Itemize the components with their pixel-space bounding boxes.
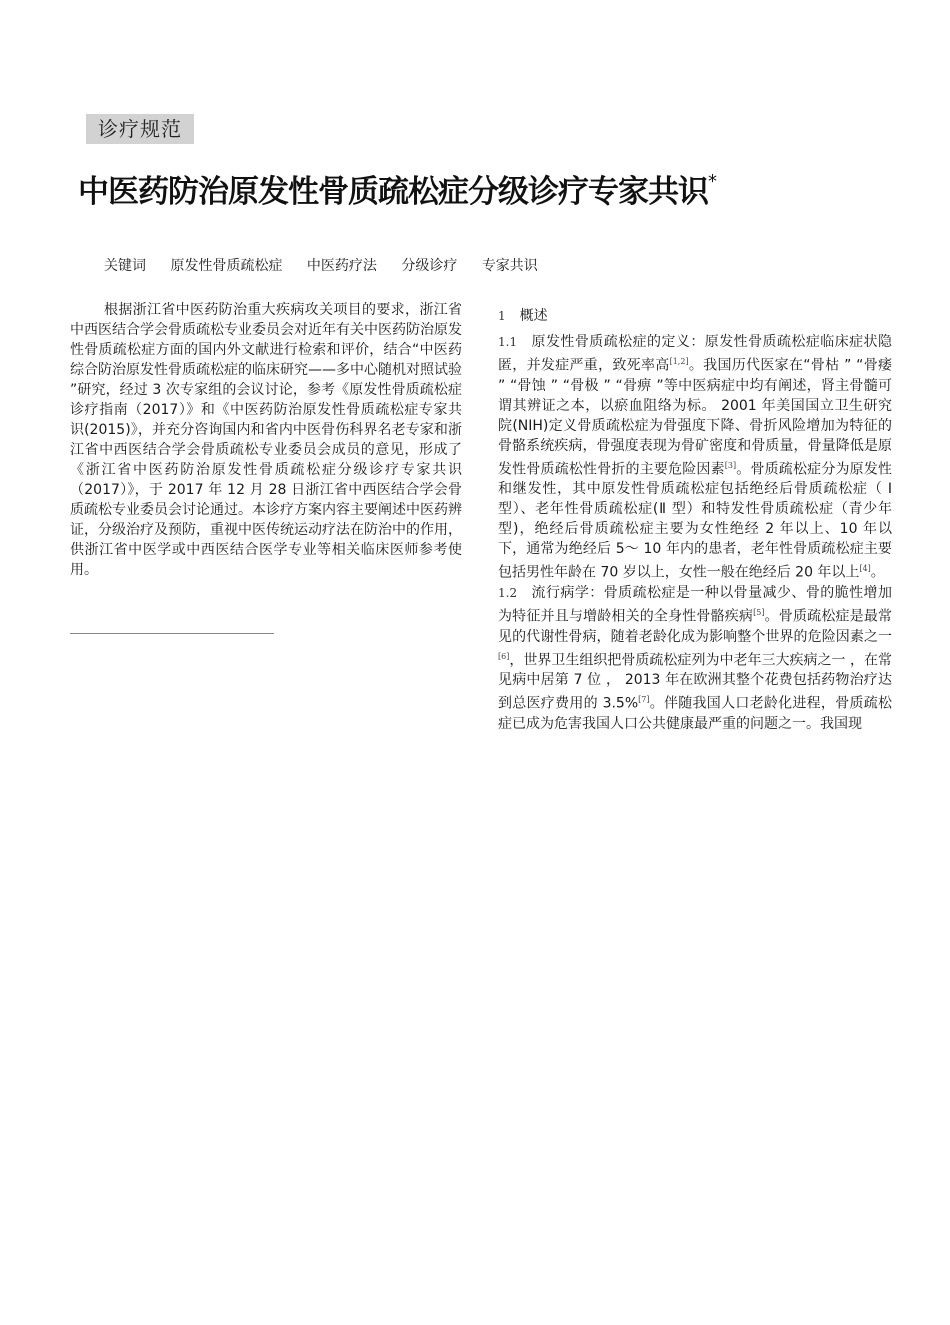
paragraph-text: 。骨质疏松症分为原发性和继发性，其中原发性骨质疏松症包括绝经后骨质疏松症（ Ⅰ 型）、老年性骨质疏松症(Ⅱ 型）和特发性骨质疏松症（青少年型)，绝经后骨质疏松症主要为女性绝经 2 年以上、10 年以下，通常为绝经后 5～ 10 年内的患者，老年性骨质疏松症主要包括男性年龄在 70 岁以上，女性一般在绝经后 20 年以上 [498, 461, 893, 581]
paragraph-text: 。骨质疏松症是最常见的代谢性骨病，随着老龄化成为影响整个世界的危险因素之一 [498, 608, 893, 645]
body-paragraph-1-2 [498, 583, 892, 734]
article-title [78, 166, 716, 211]
keyword-item: 原发性骨质疏松症 [170, 258, 283, 274]
subsection-number: 1.1 [498, 335, 518, 349]
title-text: 中医药防治原发性骨质疏松症分级诊疗专家共识 [78, 174, 708, 210]
keyword-item: 分级诊疗 [401, 258, 458, 274]
citation: [5] [753, 607, 765, 617]
keyword-item: 专家共识 [481, 258, 538, 274]
section-tag: 诊疗规范 [86, 114, 194, 144]
abstract-paragraph: 根据浙江省中医药防治重大疾病攻关项目的要求，浙江省中西医结合学会骨质疏松专业委员会对近年有关中医药防治原发性骨质疏松症方面的国内外文献进行检索和评价，结合“中医药综合防治原发性骨质疏松症的临床研究——多中心随机对照试验 ”研究，经过 3 次专家组的会议讨论，参考《原发性骨质疏松症诊疗指南（2017）》和《中医药防治原发性骨质疏松症专家共识(2015)》，并充分咨询国内和省内中医骨伤科界名老专家和浙江省中西医结合学会骨质疏松专业委员会成员的意见，形成了《浙江省中医药防治原发性骨质疏松症分级诊疗专家共识（2017）》，于 2017 年 12 月 28 日浙江省中西医结合学会骨质疏松专业委员会讨论通过。本诊疗方案内容主要阐述中医药辨证，分级治疗及预防，重视中医传统运动疗法在防治中的作用，供浙江省中医学或中西医结合医学专业等相关临床医师参考使用。 [70, 302, 462, 578]
citation: [3] [724, 460, 737, 470]
keyword-item: 中医药疗法 [306, 258, 377, 274]
citation: [6] [498, 651, 510, 661]
paragraph-text: ，世界卫生组织把骨质疏松症列为中老年三大疾病之一 ，在常见病中居第 7 位 ， 2013 年在欧洲其整个花费包括药物治疗达到总医疗费用的 3.5% [498, 652, 892, 712]
paragraph-text: 。 [870, 564, 885, 581]
section-heading [498, 306, 892, 326]
title-footnote-mark: * [708, 170, 716, 192]
keywords-label: 关键词 [104, 258, 146, 274]
abstract-column [70, 300, 462, 580]
paragraph-text: 原发性骨质疏松症的定义：原发性骨质疏松症临床症状隐匿，并发症严重，致死率高 [498, 334, 892, 374]
subsection-number: 1.2 [498, 585, 518, 600]
citation: [1,2] [669, 357, 689, 366]
section-title: 概述 [519, 308, 548, 324]
citation: [7] [638, 695, 650, 705]
citation: [4] [859, 564, 871, 574]
section-number: 1 [498, 309, 506, 323]
keywords [104, 256, 558, 276]
body-paragraph-1-1 [498, 332, 892, 583]
paragraph-text: 。我国历代医家在“骨枯 ” “骨痿 ” “骨蚀 ” “骨极 ” “骨痹 ”等中医病症中均有阐述，肾主骨髓可谓其辨证之本，以瘀血阻络为标。 2001 年美国国立卫生研究院(NIH)定义骨质疏松症为骨强度下降、骨折风险增加为特征的骨骼系统疾病，骨强度表现为骨矿密度和骨质量，骨量降低是原发性骨质疏松性骨折的主要危险因素 [498, 357, 892, 478]
paragraph-text: 流行病学：骨质疏松症是一种以骨量减少、骨的脆性增加为特征并且与增龄相关的全身性骨骼疾病 [498, 584, 892, 625]
body-column [498, 306, 892, 734]
abstract-divider [70, 633, 274, 634]
paragraph-text: 。伴随我国人口老龄化进程，骨质疏松症已成为危害我国人口公共健康最严重的问题之一。我国现 [498, 695, 892, 732]
